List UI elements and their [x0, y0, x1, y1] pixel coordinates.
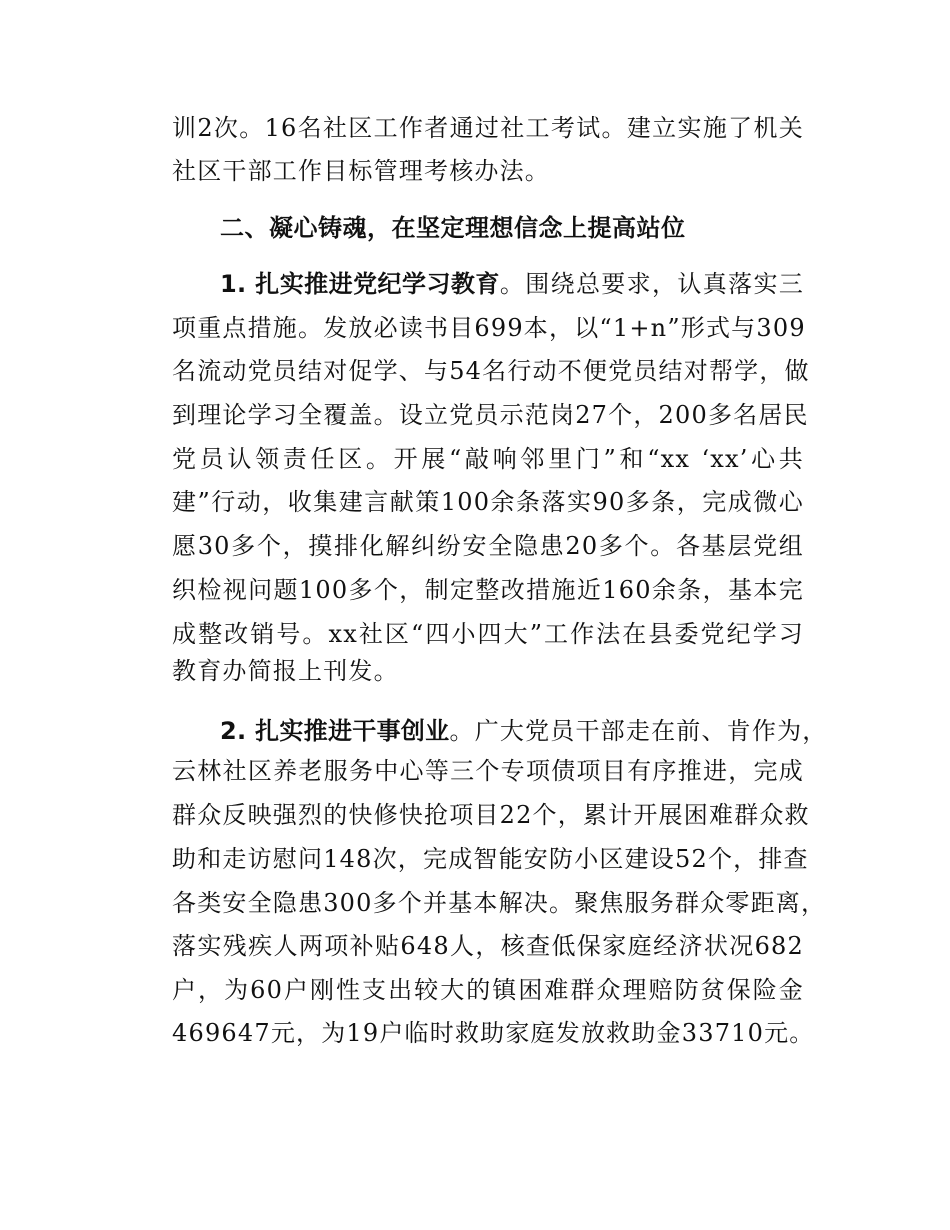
paragraph-line: 训2次。16名社区工作者通过社工考试。建立实施了机关	[172, 114, 804, 142]
paragraph-lead: 2. 扎实推进干事创业	[220, 717, 450, 745]
section-heading: 二、凝心铸魂，在坚定理想信念上提高站位	[220, 214, 686, 242]
paragraph-first-line	[220, 269, 804, 299]
lead-punctuation: 。	[449, 717, 475, 745]
paragraph-line: 成整改销号。xx社区“四小四大”工作法在县委党纪学习	[172, 620, 804, 648]
paragraph-line: 助和走访慰问148次，完成智能安防小区建设52个，排查	[172, 845, 809, 873]
paragraph-line: 各类安全隐患300多个并基本解决。聚焦服务群众零距离，	[172, 889, 827, 917]
paragraph-line: 项重点措施。发放必读书目699本，以“1+n”形式与309	[172, 314, 806, 342]
paragraph-line: 党员认领责任区。开展“敲响邻里门”和“xx ‘xx’心共	[172, 445, 804, 473]
paragraph-lead: 1. 扎实推进党纪学习教育	[220, 270, 500, 298]
paragraph-line: 织检视问题100多个，制定整改措施近160余条，基本完	[172, 576, 804, 604]
paragraph-first-line	[220, 716, 828, 746]
paragraph-line: 469647元，为19户临时救助家庭发放救助金33710元。	[172, 1019, 815, 1047]
paragraph-line: 建”行动，收集建言献策100余条落实90多条，完成微心	[172, 488, 804, 516]
lead-punctuation: 。	[499, 270, 526, 298]
paragraph-line: 云林社区养老服务中心等三个专项债项目有序推进，完成	[172, 757, 804, 785]
paragraph-line: 到理论学习全覆盖。设立党员示范岗27个，200多名居民	[172, 401, 809, 429]
paragraph-line: 名流动党员结对促学、与54名行动不便党员结对帮学，做	[172, 357, 810, 385]
paragraph-line: 落实残疾人两项补贴648人，核查低保家庭经济状况682	[172, 932, 804, 960]
first-line-text: 围绕总要求，认真落实三	[525, 270, 805, 298]
paragraph-line: 群众反映强烈的快修快抢项目22个，累计开展困难群众救	[172, 801, 810, 829]
first-line-text: 广大党员干部走在前、肯作为，	[474, 717, 828, 745]
paragraph-line: 愿30多个，摸排化解纠纷安全隐患20多个。各基层党组	[172, 532, 804, 560]
paragraph-line: 教育办简报上刊发。	[172, 657, 399, 685]
paragraph-line: 户，为60户刚性支出较大的镇困难群众理赔防贫保险金	[172, 976, 804, 1004]
paragraph-line: 社区干部工作目标管理考核办法。	[172, 157, 550, 185]
